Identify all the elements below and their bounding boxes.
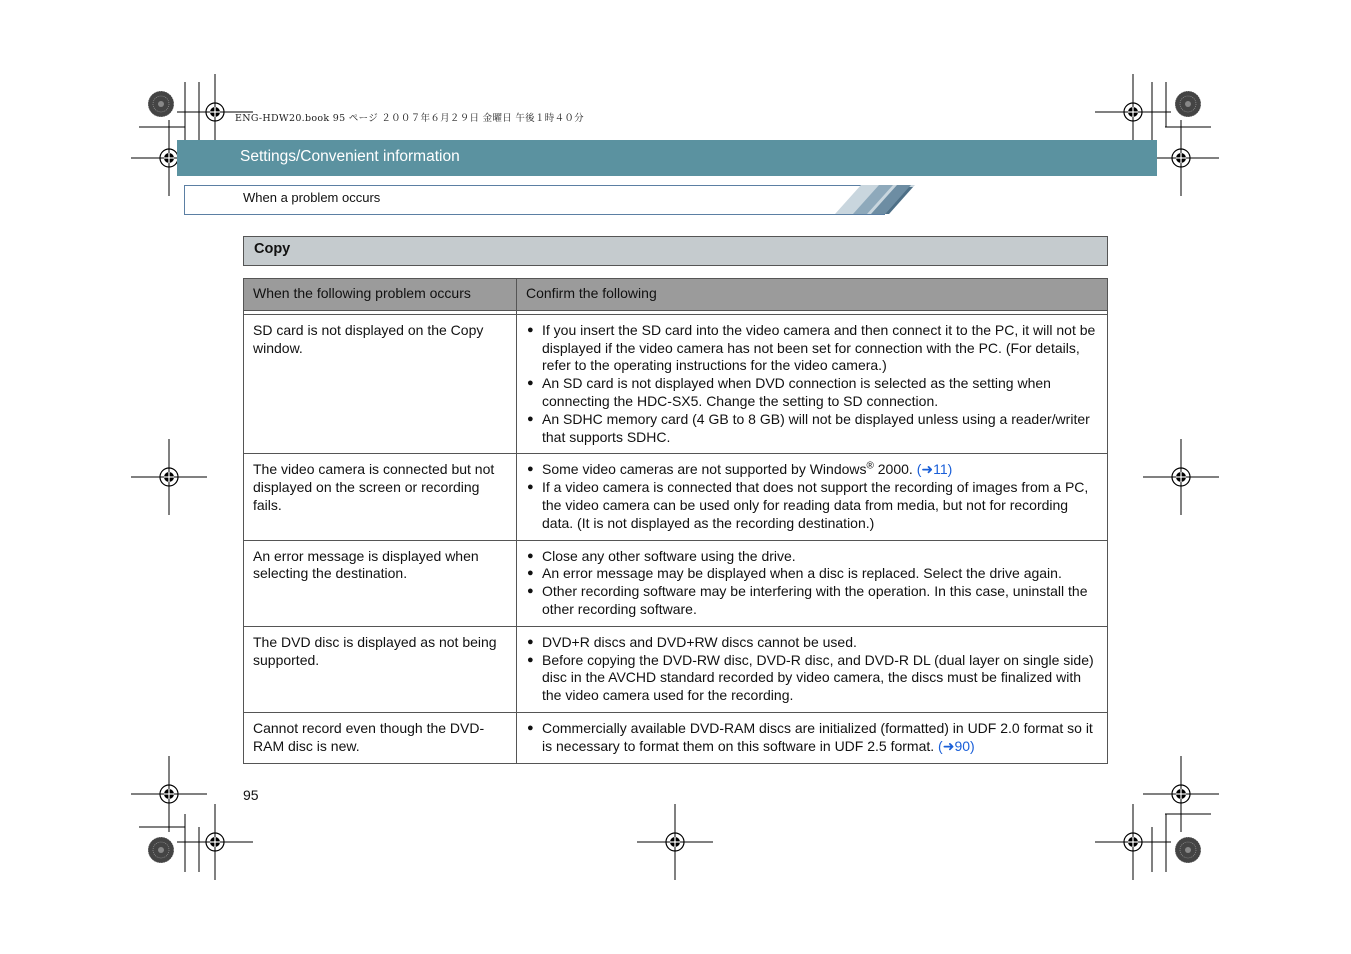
- table-row: [244, 314, 1108, 454]
- list-item: ● DVD+R discs and DVD+RW discs cannot be used.: [526, 634, 1098, 652]
- problem-cell: The video camera is connected but not displayed on the screen or recording fails.: [244, 454, 517, 540]
- subheader-stripes-decoration: [835, 185, 915, 215]
- chapter-title: Settings/Convenient information: [240, 148, 460, 165]
- list-item: ● If you insert the SD card into the video camera and then connect it to the PC, it will not be displayed if the video camera has not been set for connection with the PC. (For details, refer to the operating instructions for the video camera.): [526, 322, 1098, 375]
- book-slug: ENG-HDW20.book 95 ページ ２００７年６月２９日 金曜日 午後１時４０分: [235, 113, 584, 124]
- list-item: ● Commercially available DVD-RAM discs are initialized (formatted) in UDF 2.0 format so it is necessary to format them on this software in UDF 2.5 format. (➜90): [526, 720, 1098, 756]
- list-item: ● Other recording software may be interfering with the operation. In this case, uninstall the other recording software.: [526, 583, 1098, 619]
- list-item: ● An SDHC memory card (4 GB to 8 GB) will not be displayed unless using a reader/writer that supports SDHC.: [526, 411, 1098, 447]
- confirm-cell: [517, 454, 1108, 540]
- table-header-row: [244, 279, 1108, 311]
- registered-mark: ®: [866, 460, 874, 472]
- list-item: ● If a video camera is connected that does not support the recording of images from a PC, the video camera can be used only for reading data from media, but not for recording data. (It is not displayed as the recording destination.): [526, 479, 1098, 532]
- page-reference-link[interactable]: (➜90): [938, 737, 975, 754]
- problem-cell: SD card is not displayed on the Copy window.: [244, 314, 517, 454]
- table-row: [244, 712, 1108, 763]
- problem-cell: An error message is displayed when selecting the destination.: [244, 540, 517, 626]
- problem-cell: The DVD disc is displayed as not being supported.: [244, 626, 517, 712]
- column-header-confirm: Confirm the following: [517, 279, 1108, 311]
- confirm-cell: [517, 712, 1108, 763]
- list-item: ● Before copying the DVD-RW disc, DVD-R disc, and DVD-R DL (dual layer on single side) disc in the AVCHD standard recorded by video camera, the discs must be finalized with the video camera used for the recording.: [526, 652, 1098, 705]
- section-heading: [243, 236, 1108, 266]
- column-header-problem: When the following problem occurs: [244, 279, 517, 311]
- subheader: [184, 185, 885, 215]
- chapter-header: [177, 140, 1157, 176]
- list-item: ● An error message may be displayed when a disc is replaced. Select the drive again.: [526, 565, 1098, 583]
- page-reference-link[interactable]: (➜11): [916, 461, 953, 478]
- confirm-cell: [517, 540, 1108, 626]
- list-item: ● Some video cameras are not supported by Windows® 2000. (➜11): [526, 461, 1098, 479]
- list-item: ● Close any other software using the drive.: [526, 548, 1098, 566]
- confirm-cell: [517, 626, 1108, 712]
- problem-cell: Cannot record even though the DVD-RAM disc is new.: [244, 712, 517, 763]
- confirm-cell: [517, 314, 1108, 454]
- table-row: [244, 540, 1108, 626]
- page-number: 95: [243, 787, 259, 803]
- table-row: [244, 626, 1108, 712]
- table-row: [244, 454, 1108, 540]
- troubleshooting-table: [243, 278, 1108, 764]
- subheader-title: When a problem occurs: [243, 190, 381, 205]
- section-title: Copy: [254, 241, 291, 257]
- list-item: ● An SD card is not displayed when DVD connection is selected as the setting when connecting the HDC-SX5. Change the setting to SD connection.: [526, 375, 1098, 411]
